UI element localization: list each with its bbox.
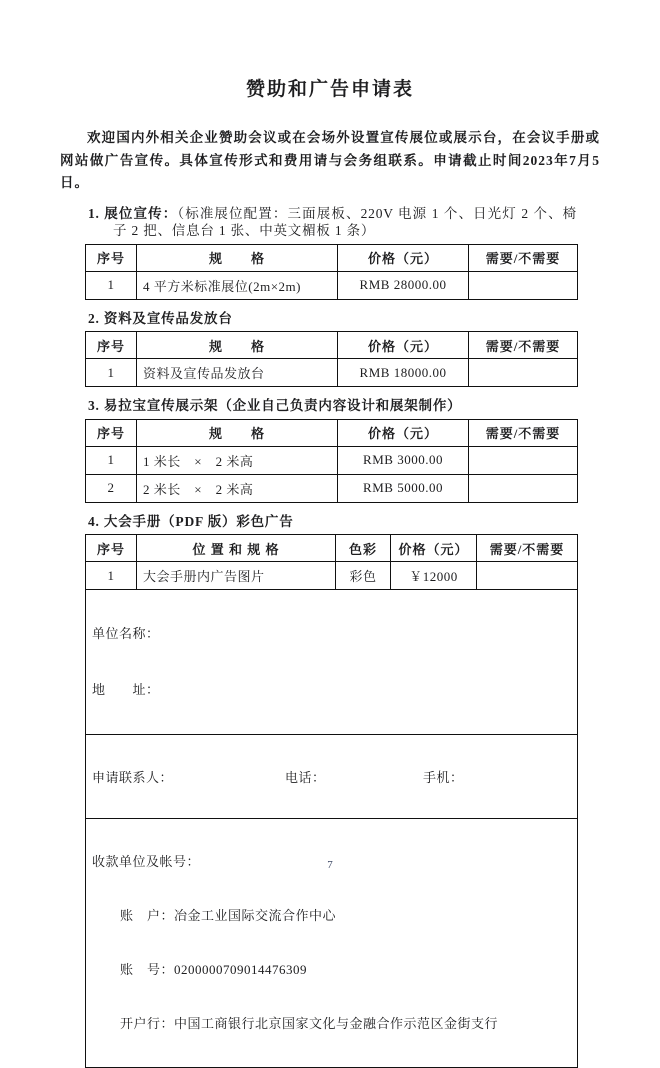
company-address-row [86, 590, 578, 735]
header-price: 价格（元） [338, 332, 469, 359]
cell-index: 1 [86, 271, 137, 299]
header-index: 序号 [86, 535, 137, 562]
company-name-label: 单位名称： [92, 622, 571, 646]
table-header-row [86, 244, 578, 271]
header-need: 需要/不需要 [477, 535, 578, 562]
table-row [86, 271, 578, 299]
booth-fee-table [85, 244, 578, 300]
payee-account-heading: 收款单位及帐号： [92, 851, 571, 873]
header-position-spec: 位 置 和 规 格 [137, 535, 336, 562]
table-header-row [86, 535, 578, 562]
cell-price: RMB 28000.00 [338, 271, 469, 299]
section-materials-table [85, 310, 577, 388]
section-3-heading [85, 397, 577, 415]
phone-label: 电话： [285, 767, 423, 786]
page-number: 7 [0, 859, 660, 871]
payee-account-row [86, 819, 578, 1068]
cell-spec: 4 平方米标准展位(2m×2m) [137, 271, 338, 299]
section-1-heading [85, 205, 577, 240]
section-4-number: 4. [88, 514, 100, 529]
account-holder-label: 账 户： [120, 908, 174, 923]
handbook-fee-table [85, 534, 578, 1068]
mobile-label: 手机： [423, 767, 464, 786]
section-booth-promotion [85, 205, 577, 300]
cell-index: 1 [86, 359, 137, 387]
table-row [86, 446, 578, 474]
account-number-label: 账 号： [120, 962, 174, 977]
contact-row [86, 735, 578, 819]
address-label: 地 址： [92, 678, 571, 702]
account-holder-value: 冶金工业国际交流合作中心 [174, 908, 336, 923]
header-index: 序号 [86, 244, 137, 271]
cell-need-blank [469, 474, 578, 502]
cell-spec: 资料及宣传品发放台 [137, 359, 338, 387]
cell-price: ￥12000 [391, 562, 477, 590]
contact-person-label: 申请联系人： [92, 767, 285, 786]
table-row [86, 474, 578, 502]
table-header-row [86, 419, 578, 446]
table-header-row [86, 332, 578, 359]
cell-need-blank [469, 359, 578, 387]
header-spec: 规 格 [137, 244, 338, 271]
section-1-number: 1. [88, 206, 100, 221]
table-row [86, 359, 578, 387]
cell-spec: 大会手册内广告图片 [137, 562, 336, 590]
rollup-fee-table [85, 419, 578, 503]
header-spec: 规 格 [137, 332, 338, 359]
section-2-number: 2. [88, 311, 100, 326]
cell-need-blank [477, 562, 578, 590]
section-2-heading [85, 310, 577, 328]
section-4-heading [85, 513, 577, 531]
header-need: 需要/不需要 [469, 244, 578, 271]
section-2-title: 资料及宣传品发放台 [104, 311, 233, 326]
cell-index: 1 [86, 446, 137, 474]
cell-color: 彩色 [336, 562, 391, 590]
materials-fee-table [85, 331, 578, 387]
header-color: 色彩 [336, 535, 391, 562]
header-need: 需要/不需要 [469, 419, 578, 446]
section-4-title: 大会手册（PDF 版）彩色广告 [104, 514, 294, 529]
account-number-value: 0200000709014476309 [174, 962, 307, 977]
section-3-number: 3. [88, 398, 100, 413]
section-1-title: 展位宣传： [104, 206, 177, 221]
cell-need-blank [469, 271, 578, 299]
table-row [86, 562, 578, 590]
cell-price: RMB 5000.00 [338, 474, 469, 502]
header-price: 价格（元） [391, 535, 477, 562]
header-index: 序号 [86, 419, 137, 446]
cell-price: RMB 18000.00 [338, 359, 469, 387]
header-price: 价格（元） [338, 419, 469, 446]
section-handbook-ad [85, 513, 577, 1068]
cell-index: 1 [86, 562, 137, 590]
cell-spec: 1 米长 × 2 米高 [137, 446, 338, 474]
intro-paragraph: 欢迎国内外相关企业赞助会议或在会场外设置宣传展位或展示台，在会议手册或网站做广告宣传。具体宣传形式和费用请与会务组联系。申请截止时间2023年7月5日。 [60, 127, 600, 195]
cell-index: 2 [86, 474, 137, 502]
bank-branch-label: 开户行： [120, 1016, 174, 1031]
header-need: 需要/不需要 [469, 332, 578, 359]
header-spec: 规 格 [137, 419, 338, 446]
bank-branch-value: 中国工商银行北京国家文化与金融合作示范区金街支行 [174, 1016, 498, 1031]
header-index: 序号 [86, 332, 137, 359]
cell-price: RMB 3000.00 [338, 446, 469, 474]
section-1-note: （标准展位配置：三面展板、220V 电源 1 个、日光灯 2 个、椅子 2 把、信息台 1 张、中英文楣板 1 条） [113, 206, 577, 239]
header-price: 价格（元） [338, 244, 469, 271]
page-title: 赞助和广告申请表 [0, 0, 660, 101]
cell-spec: 2 米长 × 2 米高 [137, 474, 338, 502]
section-3-title: 易拉宝宣传展示架（企业自己负责内容设计和展架制作） [104, 398, 462, 413]
cell-need-blank [469, 446, 578, 474]
section-rollup-banner [85, 397, 577, 503]
